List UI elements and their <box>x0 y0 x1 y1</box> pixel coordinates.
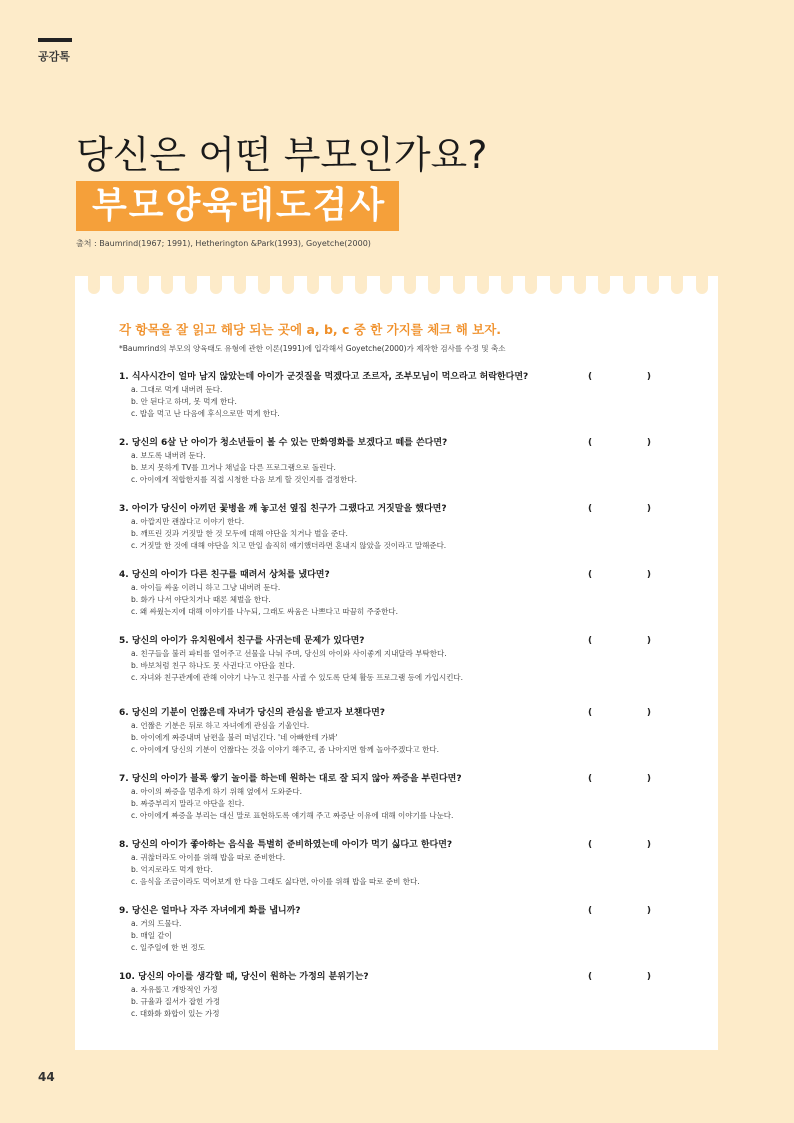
paren-open: ( <box>588 906 593 916</box>
scallop-notch <box>112 276 124 294</box>
question-title: 8. 당신의 아이가 좋아하는 음식을 특별히 준비하였는데 아이가 먹기 싫다고 한다면? <box>119 840 453 850</box>
footnote-text: *Baumrind의 부모의 양육태도 유형에 관한 이론(1991)에 입각해서 Goyetche(2000)가 제작한 검사를 수정 및 축소 <box>119 344 506 353</box>
answer-blank[interactable] <box>588 370 651 384</box>
scallop-notch <box>623 276 635 294</box>
scallop-notch <box>331 276 343 294</box>
scallop-notch <box>282 276 294 294</box>
question-item <box>119 838 699 888</box>
scallop-notch <box>234 276 246 294</box>
option-b[interactable]: b. 아이에게 짜증내며 남편을 불러 떠넘긴다. '네 아빠한테 가봐' <box>131 733 338 742</box>
section-label: 공감톡 <box>38 50 70 63</box>
question-title: 6. 당신의 기분이 언짢은데 자녀가 당신의 관심을 받고자 보챈다면? <box>119 708 386 718</box>
option-b[interactable]: b. 깨뜨린 것과 거짓말 한 것 모두에 대해 야단을 치거나 벌을 준다. <box>131 529 348 538</box>
question-item <box>119 634 699 684</box>
scalloped-edge <box>75 276 718 302</box>
option-c[interactable]: c. 대화화 화합이 있는 가정 <box>131 1009 220 1018</box>
option-a[interactable]: a. 언짢은 기분은 뒤로 하고 자녀에게 관심을 기울인다. <box>131 721 310 730</box>
option-b[interactable]: b. 안 된다고 하며, 못 먹게 한다. <box>131 397 237 406</box>
option-b[interactable]: b. 바보처럼 친구 하나도 못 사귄다고 야단을 친다. <box>131 661 295 670</box>
paren-open: ( <box>588 708 593 718</box>
question-item <box>119 502 699 552</box>
option-c[interactable]: c. 자녀와 친구관계에 관해 이야기 나누고 친구를 사귈 수 있도록 단체 활동 프로그램 등에 가입시킨다. <box>131 673 464 682</box>
option-a[interactable]: a. 아깝지만 괜찮다고 이야기 한다. <box>131 517 245 526</box>
question-title: 9. 당신은 얼마나 자주 자녀에게 화를 냅니까? <box>119 906 301 916</box>
paren-close: ) <box>646 708 651 718</box>
option-c[interactable]: c. 밥을 먹고 난 다음에 후식으로만 먹게 한다. <box>131 409 280 418</box>
paren-close: ) <box>646 906 651 916</box>
paren-open: ( <box>588 570 593 580</box>
paren-close: ) <box>646 972 651 982</box>
option-a[interactable]: a. 아이들 싸움 이려니 하고 그냥 내버려 둔다. <box>131 583 281 592</box>
scallop-notch <box>380 276 392 294</box>
paren-close: ) <box>646 372 651 382</box>
question-item <box>119 772 699 822</box>
scallop-notch <box>88 276 100 294</box>
instruction-text: 각 항목을 잘 읽고 해당 되는 곳에 a, b, c 중 한 가지를 체크 해 보자. <box>119 322 502 337</box>
scallop-notch <box>355 276 367 294</box>
scallop-notch <box>210 276 222 294</box>
scallop-notch <box>501 276 513 294</box>
option-c[interactable]: c. 아이에게 짜증을 부리는 대신 말로 표현하도록 얘기해 주고 짜증난 이유에 대해 이야기를 나눈다. <box>131 811 454 820</box>
scallop-notch <box>404 276 416 294</box>
option-a[interactable]: a. 그대로 먹게 내버려 둔다. <box>131 385 223 394</box>
option-c[interactable]: c. 거짓말 한 것에 대해 야단을 치고 만일 솔직히 얘기했더라면 혼내지 않았을 것이라고 말해준다. <box>131 541 447 550</box>
scallop-notch <box>671 276 683 294</box>
scallop-notch <box>550 276 562 294</box>
answer-blank[interactable] <box>588 568 651 582</box>
questionnaire-card <box>75 276 718 1050</box>
scallop-notch <box>185 276 197 294</box>
paren-close: ) <box>646 570 651 580</box>
option-a[interactable]: a. 아이의 짜증을 멈추게 하기 위해 옆에서 도와준다. <box>131 787 302 796</box>
option-b[interactable]: b. 화가 나서 야단치거나 때론 체벌을 한다. <box>131 595 271 604</box>
paren-open: ( <box>588 372 593 382</box>
option-b[interactable]: b. 매일 같이 <box>131 931 172 940</box>
question-item <box>119 436 699 486</box>
question-title: 2. 당신의 6살 난 아이가 청소년들이 볼 수 있는 만화영화를 보겠다고 떼를 쓴다면? <box>119 438 448 448</box>
question-item <box>119 904 699 954</box>
answer-blank[interactable] <box>588 838 651 852</box>
question-item <box>119 970 699 1020</box>
question-item <box>119 568 699 618</box>
question-item <box>119 370 699 420</box>
option-c[interactable]: c. 아이에게 당신의 기분이 언짢다는 것을 이야기 해주고, 좀 나아지면 함께 놀아주겠다고 한다. <box>131 745 439 754</box>
option-b[interactable]: b. 짜증부리지 말라고 야단을 친다. <box>131 799 245 808</box>
answer-blank[interactable] <box>588 634 651 648</box>
answer-blank[interactable] <box>588 772 651 786</box>
question-title: 5. 당신의 아이가 유치원에서 친구를 사귀는데 문제가 있다면? <box>119 636 365 646</box>
scallop-notch <box>647 276 659 294</box>
scallop-notch <box>477 276 489 294</box>
paren-open: ( <box>588 504 593 514</box>
page-title: 당신은 어떤 부모인가요? <box>76 133 488 177</box>
scallop-notch <box>696 276 708 294</box>
question-title: 4. 당신의 아이가 다른 친구를 때려서 상처를 냈다면? <box>119 570 330 580</box>
source-citation: 출처 : Baumrind(1967; 1991), Hetherington &Park(1993), Goyetche(2000) <box>76 239 371 248</box>
scallop-notch <box>307 276 319 294</box>
paren-close: ) <box>646 636 651 646</box>
question-title: 7. 당신의 아이가 블록 쌓기 놀이를 하는데 원하는 대로 잘 되지 않아 짜증을 부린다면? <box>119 774 462 784</box>
option-a[interactable]: a. 친구들을 불러 파티를 열어주고 선물을 나눠 주며, 당신의 아이와 사이좋게 지내달라 부탁한다. <box>131 649 447 658</box>
paren-close: ) <box>646 504 651 514</box>
option-b[interactable]: b. 보지 못하게 TV를 끄거나 채널을 다른 프로그램으로 돌린다. <box>131 463 336 472</box>
scallop-notch <box>574 276 586 294</box>
scallop-notch <box>161 276 173 294</box>
option-c[interactable]: c. 음식을 조금이라도 먹어보게 한 다음 그래도 싫다면, 아이를 위해 밥을 따로 준비 한다. <box>131 877 420 886</box>
scallop-notch <box>598 276 610 294</box>
question-item <box>119 706 699 756</box>
scallop-notch <box>137 276 149 294</box>
scallop-notch <box>258 276 270 294</box>
question-list <box>119 370 699 1020</box>
paren-open: ( <box>588 774 593 784</box>
answer-blank[interactable] <box>588 904 651 918</box>
scallop-notch <box>428 276 440 294</box>
paren-open: ( <box>588 636 593 646</box>
page-subtitle: 부모양육태도검사 <box>76 181 399 231</box>
page-number: 44 <box>38 1070 55 1084</box>
option-b[interactable]: b. 규율과 질서가 잡힌 가정 <box>131 997 221 1006</box>
scallop-notch <box>453 276 465 294</box>
paren-close: ) <box>646 840 651 850</box>
question-title: 10. 당신의 아이를 생각할 때, 당신이 원하는 가정의 분위기는? <box>119 972 369 982</box>
answer-blank[interactable] <box>588 436 651 450</box>
option-c[interactable]: c. 일주일에 한 번 정도 <box>131 943 206 952</box>
answer-blank[interactable] <box>588 502 651 516</box>
option-c[interactable]: c. 아이에게 적합한지를 직접 시청한 다음 보게 할 것인지를 결정한다. <box>131 475 357 484</box>
paren-close: ) <box>646 438 651 448</box>
question-title: 1. 식사시간이 얼마 남지 않았는데 아이가 군것질을 먹겠다고 조르자, 조부모님이 먹으라고 허락한다면? <box>119 372 529 382</box>
option-a[interactable]: a. 거의 드물다. <box>131 919 182 928</box>
option-a[interactable]: a. 보도록 내버려 둔다. <box>131 451 206 460</box>
option-b[interactable]: b. 억지로라도 먹게 한다. <box>131 865 213 874</box>
question-title: 3. 아이가 당신이 아끼던 꽃병을 깨 놓고선 옆집 친구가 그랬다고 거짓말을 했다면? <box>119 504 447 514</box>
option-a[interactable]: a. 자유롭고 개방적인 가정 <box>131 985 218 994</box>
answer-blank[interactable] <box>588 970 651 984</box>
option-c[interactable]: c. 왜 싸웠는지에 대해 이야기를 나누되, 그래도 싸움은 나쁘다고 따끔히 주중한다. <box>131 607 398 616</box>
paren-open: ( <box>588 840 593 850</box>
scallop-notch <box>525 276 537 294</box>
paren-close: ) <box>646 774 651 784</box>
answer-blank[interactable] <box>588 706 651 720</box>
paren-open: ( <box>588 438 593 448</box>
option-a[interactable]: a. 귀찮더라도 아이를 위해 밥을 따로 준비한다. <box>131 853 286 862</box>
section-marker-bar <box>38 38 72 42</box>
paren-open: ( <box>588 972 593 982</box>
